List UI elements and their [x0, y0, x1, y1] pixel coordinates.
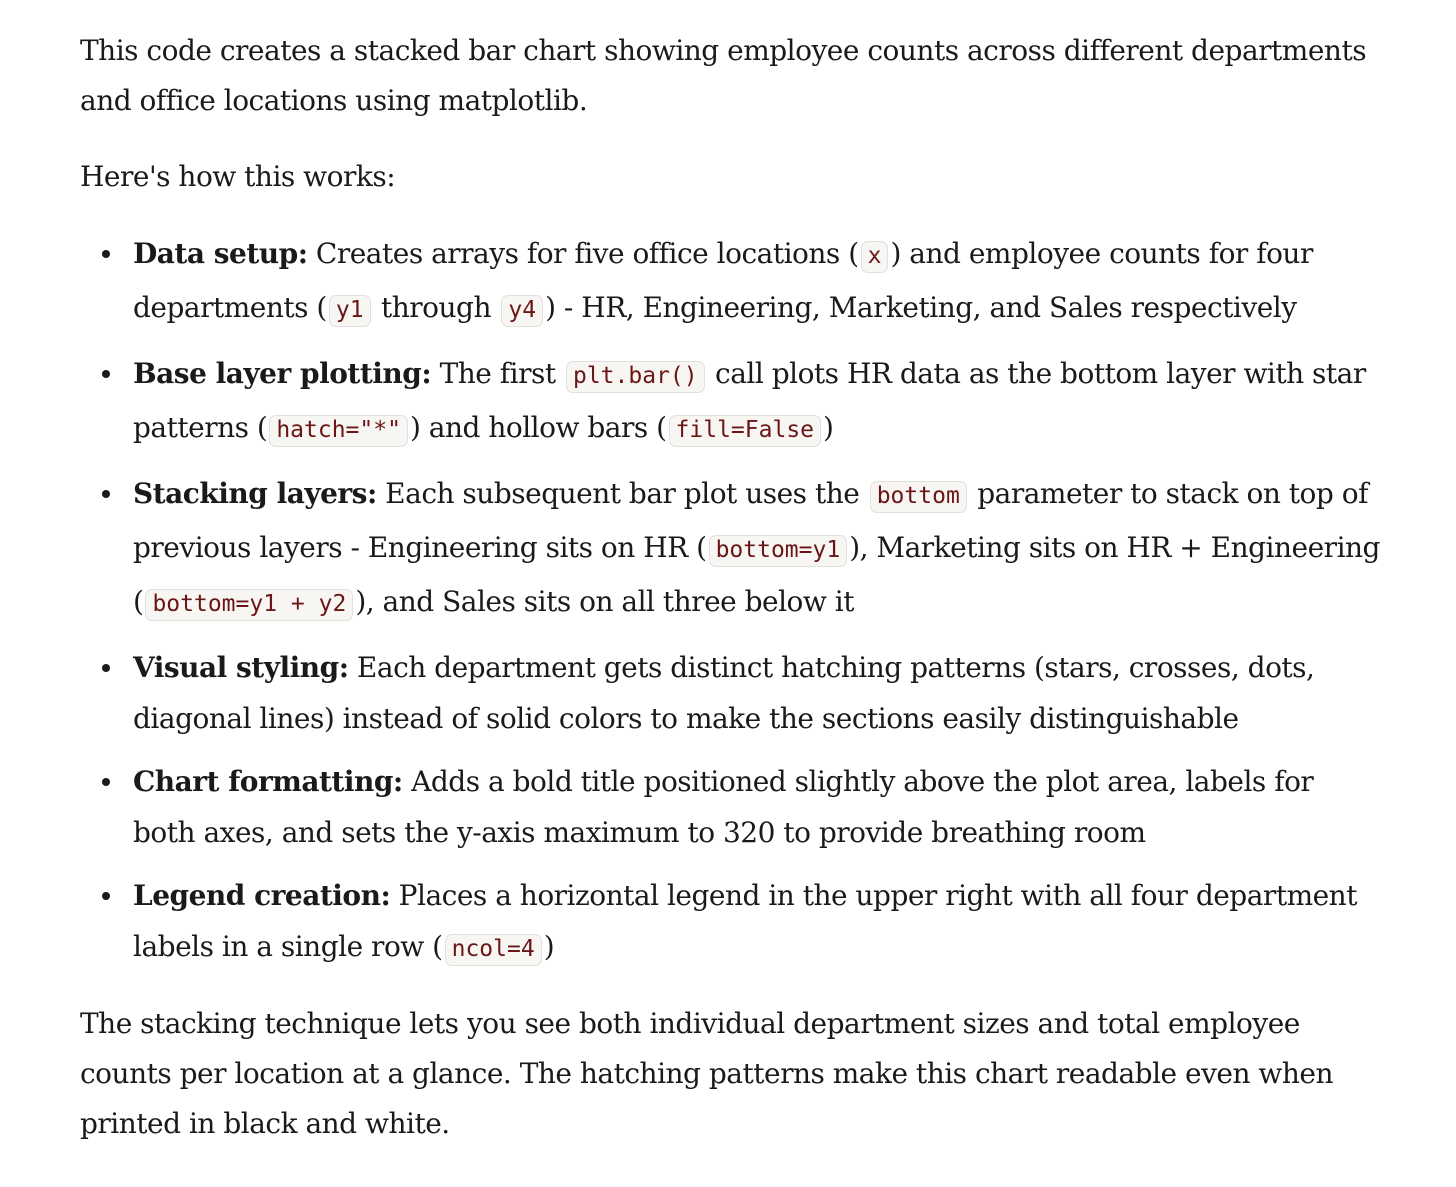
inline-code: y1	[329, 295, 371, 327]
list-item-text: Places a horizontal legend in the upper right with all four department labels in a single row (	[133, 879, 1357, 963]
list-item-title: Base layer plotting:	[133, 357, 432, 390]
inline-code: ncol=4	[445, 934, 542, 966]
list-item-data-setup	[133, 228, 1380, 336]
inline-code: fill=False	[669, 415, 821, 447]
list-item-text: )	[543, 930, 555, 963]
outro-paragraph: The stacking technique lets you see both individual department sizes and total employee counts per location at a glance. The hatching patterns make this chart readable even when printed in black and white.	[80, 1007, 1334, 1140]
list-item-text: )	[823, 411, 834, 444]
inline-code: bottom=y1	[709, 535, 848, 567]
list-item-stacking-layers	[133, 468, 1380, 630]
explanation-list	[80, 228, 1380, 975]
list-item-title: Chart formatting:	[133, 765, 403, 798]
list-item-text: ) - HR, Engineering, Marketing, and Sales respectively	[545, 291, 1297, 324]
list-item-title: Data setup:	[133, 237, 308, 270]
intro-paragraph: This code creates a stacked bar chart showing employee counts across different departments and office locations using matplotlib.	[80, 34, 1367, 117]
list-item-visual-styling	[133, 642, 1380, 744]
list-item-title: Legend creation:	[133, 879, 391, 912]
inline-code: bottom	[870, 481, 967, 513]
list-item-text: ), Marketing sits on HR + Engineering (	[133, 531, 1380, 618]
list-item-title: Visual styling:	[133, 651, 349, 684]
list-item-title: Stacking layers:	[133, 477, 377, 510]
inline-code: bottom=y1 + y2	[145, 589, 353, 621]
list-item-text: ), and Sales sits on all three below it	[355, 585, 854, 618]
list-item-text: Each department gets distinct hatching patterns (stars, crosses, dots, diagonal lines) instead of solid colors to make the sections easily distinguishable	[133, 651, 1315, 735]
list-item-text: ) and employee counts for four departments (	[133, 237, 1313, 324]
list-item-text: The first	[431, 357, 564, 390]
inline-code: y4	[501, 295, 543, 327]
list-item-text: Each subsequent bar plot uses the	[376, 477, 868, 510]
list-item-text: call plots HR data as the bottom layer with star patterns (	[133, 357, 1366, 444]
list-item-text: ) and hollow bars (	[409, 411, 667, 444]
list-item-chart-formatting	[133, 756, 1380, 858]
explanation-content	[80, 26, 1380, 1149]
list-item-text: Creates arrays for five office locations (	[307, 237, 859, 270]
list-item-legend-creation	[133, 870, 1380, 975]
list-item-text: parameter to stack on top of previous layers - Engineering sits on HR (	[133, 477, 1368, 564]
inline-code: hatch="*"	[269, 415, 408, 447]
list-item-base-layer-plotting	[133, 348, 1380, 456]
inline-code: x	[861, 241, 889, 273]
list-item-text: through	[372, 291, 500, 324]
list-item-text: Adds a bold title positioned slightly above the plot area, labels for both axes, and sets the y-axis maximum to 320 to provide breathing room	[133, 765, 1314, 849]
inline-code: plt.bar()	[566, 361, 705, 393]
how-it-works-heading: Here's how this works:	[80, 160, 396, 193]
